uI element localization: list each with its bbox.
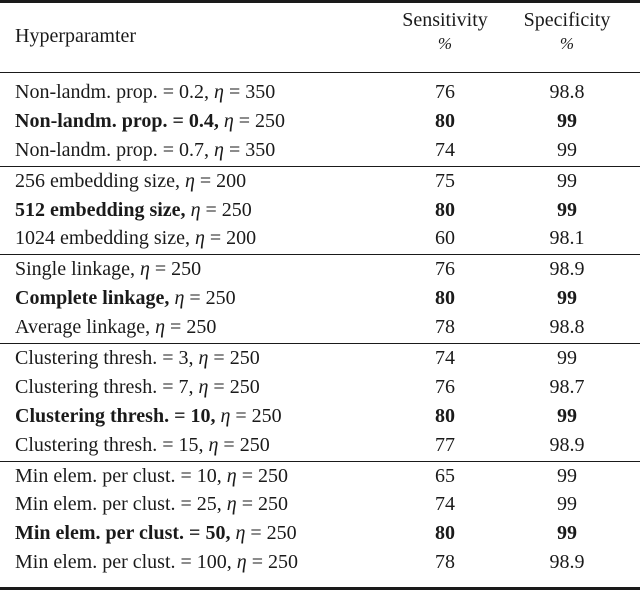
- sensitivity-cell: 74: [435, 347, 455, 370]
- param-cell: [15, 431, 270, 460]
- sensitivity-cell: 80: [435, 404, 455, 427]
- param-cell: [15, 519, 297, 548]
- table-row: [0, 490, 640, 519]
- specificity-cell: 99: [557, 138, 577, 161]
- table-row: [0, 78, 640, 107]
- param-cell: [15, 196, 252, 225]
- param-text: Min elem. per clust. = 10,: [15, 464, 227, 487]
- param-text: Single linkage,: [15, 258, 140, 281]
- specificity-cell: 99: [557, 109, 577, 132]
- table-row: [0, 224, 640, 253]
- table-row: [0, 373, 640, 402]
- sensitivity-cell: 76: [435, 81, 455, 103]
- param-value: = 250: [184, 287, 236, 310]
- param-text: Clustering thresh. = 3,: [15, 347, 199, 370]
- sensitivity-cell: 80: [435, 287, 455, 310]
- param-cell: [15, 344, 260, 373]
- sensitivity-cell: 74: [435, 138, 455, 161]
- param-value: = 250: [165, 316, 217, 339]
- row-group: [0, 255, 640, 344]
- param-value: = 250: [236, 464, 288, 487]
- table-row: [0, 548, 640, 577]
- header-hyperparameter: Hyperparamter: [15, 25, 137, 47]
- table-row: [0, 255, 640, 284]
- param-value: = 250: [236, 493, 288, 516]
- eta-symbol: η: [226, 464, 237, 487]
- param-bold: 512 embedding size,: [15, 198, 191, 221]
- param-cell: [15, 78, 275, 107]
- table-row: [0, 136, 640, 165]
- eta-symbol: η: [198, 375, 209, 398]
- row-group: [0, 344, 640, 462]
- header-specificity-label: Specificity: [523, 9, 611, 31]
- header-specificity-unit: %: [559, 34, 575, 53]
- table-row: [0, 167, 640, 196]
- sensitivity-cell: 65: [435, 464, 455, 487]
- eta-symbol: η: [184, 169, 195, 192]
- specificity-cell: 98.9: [549, 258, 585, 281]
- sensitivity-cell: 75: [435, 169, 455, 192]
- param-value: = 250: [208, 347, 260, 370]
- sensitivity-cell: 60: [435, 227, 455, 250]
- specificity-cell: 99: [557, 347, 577, 370]
- param-text: 1024 embedding size,: [15, 227, 195, 250]
- sensitivity-cell: 76: [435, 258, 455, 281]
- specificity-cell: 98.9: [549, 433, 585, 456]
- specificity-cell: 98.8: [549, 316, 585, 339]
- specificity-cell: 99: [557, 169, 577, 192]
- header-rule: [0, 72, 640, 73]
- sensitivity-cell: 74: [435, 493, 455, 516]
- param-cell: [15, 462, 288, 491]
- table-row: [0, 313, 640, 342]
- eta-symbol: η: [198, 347, 209, 370]
- param-bold: Non-landm. prop. = 0.4,: [15, 109, 224, 132]
- eta-symbol: η: [214, 138, 224, 161]
- table-row: [0, 402, 640, 431]
- table-row: [0, 344, 640, 373]
- sensitivity-cell: 78: [435, 551, 455, 574]
- specificity-cell: 99: [557, 198, 577, 221]
- specificity-cell: 98.8: [549, 81, 585, 103]
- param-value: = 250: [246, 551, 298, 574]
- sensitivity-cell: 80: [435, 522, 455, 545]
- param-value: = 250: [149, 258, 202, 281]
- row-group: [0, 167, 640, 256]
- specificity-cell: 99: [557, 287, 577, 310]
- specificity-cell: 98.1: [549, 227, 585, 250]
- eta-symbol: η: [223, 109, 234, 132]
- eta-symbol: η: [194, 227, 205, 250]
- eta-symbol: η: [155, 316, 166, 339]
- param-cell: [15, 167, 246, 196]
- param-text: 256 embedding size,: [15, 169, 185, 192]
- sensitivity-cell: 80: [435, 198, 455, 221]
- param-value: = 350: [223, 81, 276, 103]
- param-value: = 250: [208, 375, 260, 398]
- param-bold: Clustering thresh. = 10,: [15, 404, 221, 427]
- specificity-cell: 99: [557, 404, 577, 427]
- eta-symbol: η: [235, 522, 246, 545]
- header-sensitivity-unit: %: [437, 34, 453, 53]
- param-cell: [15, 490, 288, 519]
- eta-symbol: η: [220, 404, 231, 427]
- param-cell: [15, 373, 260, 402]
- specificity-cell: 99: [557, 464, 577, 487]
- param-text: Non-landm. prop. = 0.2,: [15, 81, 215, 103]
- param-value: = 250: [233, 109, 286, 132]
- table-row: [0, 284, 640, 313]
- eta-symbol: η: [139, 258, 150, 281]
- eta-symbol: η: [226, 493, 237, 516]
- param-cell: [15, 313, 216, 342]
- param-text: Clustering thresh. = 15,: [15, 433, 209, 456]
- param-value: = 250: [200, 198, 252, 221]
- eta-symbol: η: [214, 81, 224, 103]
- param-value: = 250: [218, 433, 270, 456]
- table-row: [0, 196, 640, 225]
- param-text: Non-landm. prop. = 0.7,: [15, 138, 215, 161]
- specificity-cell: 99: [557, 522, 577, 545]
- param-cell: [15, 284, 236, 313]
- header-sensitivity-label: Sensitivity: [402, 9, 488, 31]
- sensitivity-cell: 76: [435, 375, 455, 398]
- bottom-rule: [0, 587, 640, 590]
- param-text: Min elem. per clust. = 25,: [15, 493, 227, 516]
- param-text: Min elem. per clust. = 100,: [15, 551, 237, 574]
- table-row: [0, 431, 640, 460]
- param-text: Average linkage,: [15, 316, 156, 339]
- eta-symbol: η: [174, 287, 185, 310]
- param-value: = 200: [194, 169, 247, 192]
- sensitivity-cell: 78: [435, 316, 455, 339]
- table-row: [0, 107, 640, 136]
- specificity-cell: 98.7: [549, 375, 585, 398]
- eta-symbol: η: [236, 551, 247, 574]
- param-bold: Min elem. per clust. = 50,: [15, 522, 236, 545]
- table-row: [0, 519, 640, 548]
- param-cell: [15, 402, 282, 431]
- top-rule: [0, 0, 640, 3]
- param-cell: [15, 224, 256, 253]
- param-cell: [15, 107, 285, 136]
- header-sensitivity: [375, 8, 515, 56]
- param-value: = 200: [204, 227, 257, 250]
- row-group: [0, 462, 640, 579]
- specificity-cell: 99: [557, 493, 577, 516]
- param-value: = 250: [245, 522, 297, 545]
- row-group: [0, 78, 640, 167]
- sensitivity-cell: 77: [435, 433, 455, 456]
- eta-symbol: η: [208, 433, 219, 456]
- sensitivity-cell: 80: [435, 109, 455, 132]
- param-value: = 250: [230, 404, 282, 427]
- param-bold: Complete linkage,: [15, 287, 175, 310]
- specificity-cell: 98.9: [549, 551, 585, 574]
- param-cell: [15, 255, 201, 284]
- param-cell: [15, 136, 275, 165]
- table-body: [0, 78, 640, 578]
- param-text: Clustering thresh. = 7,: [15, 375, 199, 398]
- param-value: = 350: [223, 138, 276, 161]
- eta-symbol: η: [190, 198, 201, 221]
- header-specificity: [497, 8, 637, 56]
- param-cell: [15, 548, 298, 577]
- table-row: [0, 462, 640, 491]
